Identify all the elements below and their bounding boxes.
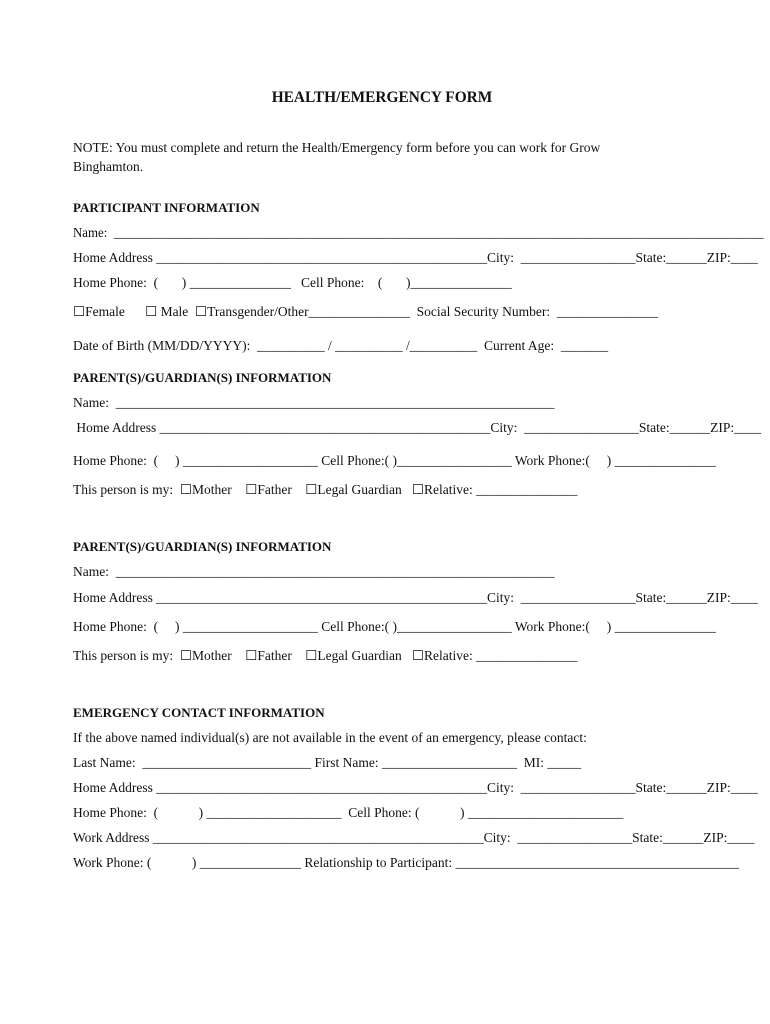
participant-name-field[interactable]: Name: _____________________________________________________________________________________________________: [73, 225, 764, 240]
emergency-address-field[interactable]: Home Address _________________________________________________City: _________________State:______ZIP:____: [73, 780, 758, 795]
guardian1-heading: PARENT(S)/GUARDIAN(S) INFORMATION: [73, 370, 332, 385]
guardian1-phone-field[interactable]: Home Phone: ( ) ____________________ Cell Phone:( )_________________ Work Phone:( ) _______________: [73, 453, 716, 468]
guardian2-address-field[interactable]: Home Address _________________________________________________City: _________________State:______ZIP:____: [73, 590, 758, 605]
guardian2-phone-field[interactable]: Home Phone: ( ) ____________________ Cell Phone:( )_________________ Work Phone:( ) _______________: [73, 619, 716, 634]
page-title: HEALTH/EMERGENCY FORM: [271, 89, 493, 106]
note-line-1: NOTE: You must complete and return the Health/Emergency form before you can work for Grow: [73, 140, 601, 155]
participant-phone-field[interactable]: Home Phone: ( ) _______________ Cell Phone: ( )_______________: [73, 275, 512, 290]
emergency-heading: EMERGENCY CONTACT INFORMATION: [73, 705, 325, 720]
emergency-intro: If the above named individual(s) are not available in the event of an emergency, please contact:: [73, 730, 587, 745]
emergency-name-field[interactable]: Last Name: _________________________ First Name: ____________________ MI: _____: [73, 755, 582, 770]
guardian2-heading: PARENT(S)/GUARDIAN(S) INFORMATION: [73, 539, 332, 554]
participant-gender-ssn-row[interactable]: ☐Female ☐ Male ☐Transgender/Other_______________ Social Security Number: _______________: [73, 304, 659, 319]
note-line-2: Binghamton.: [73, 159, 144, 174]
participant-address-field[interactable]: Home Address _________________________________________________City: _________________State:______ZIP:____: [73, 250, 758, 265]
guardian2-name-field[interactable]: Name: _________________________________________________________________: [73, 564, 555, 579]
emergency-work-address-field[interactable]: Work Address _________________________________________________City: _________________State:______ZIP:____: [73, 830, 755, 845]
emergency-phone-field[interactable]: Home Phone: ( ) ____________________ Cell Phone: ( ) _______________________: [73, 805, 624, 820]
participant-heading: PARTICIPANT INFORMATION: [73, 200, 260, 215]
participant-dob-age-row[interactable]: Date of Birth (MM/DD/YYYY): __________ / __________ /__________ Current Age: _______: [73, 338, 609, 353]
guardian1-name-field[interactable]: Name: _________________________________________________________________: [73, 395, 555, 410]
emergency-work-phone-field[interactable]: Work Phone: ( ) _______________ Relationship to Participant: __________________________________________: [73, 855, 740, 870]
guardian1-address-field[interactable]: Home Address _________________________________________________City: _________________State:______ZIP:____: [73, 420, 762, 435]
guardian2-relation-row[interactable]: This person is my: ☐Mother ☐Father ☐Legal Guardian ☐Relative: _______________: [73, 648, 578, 663]
guardian1-relation-row[interactable]: This person is my: ☐Mother ☐Father ☐Legal Guardian ☐Relative: _______________: [73, 482, 578, 497]
